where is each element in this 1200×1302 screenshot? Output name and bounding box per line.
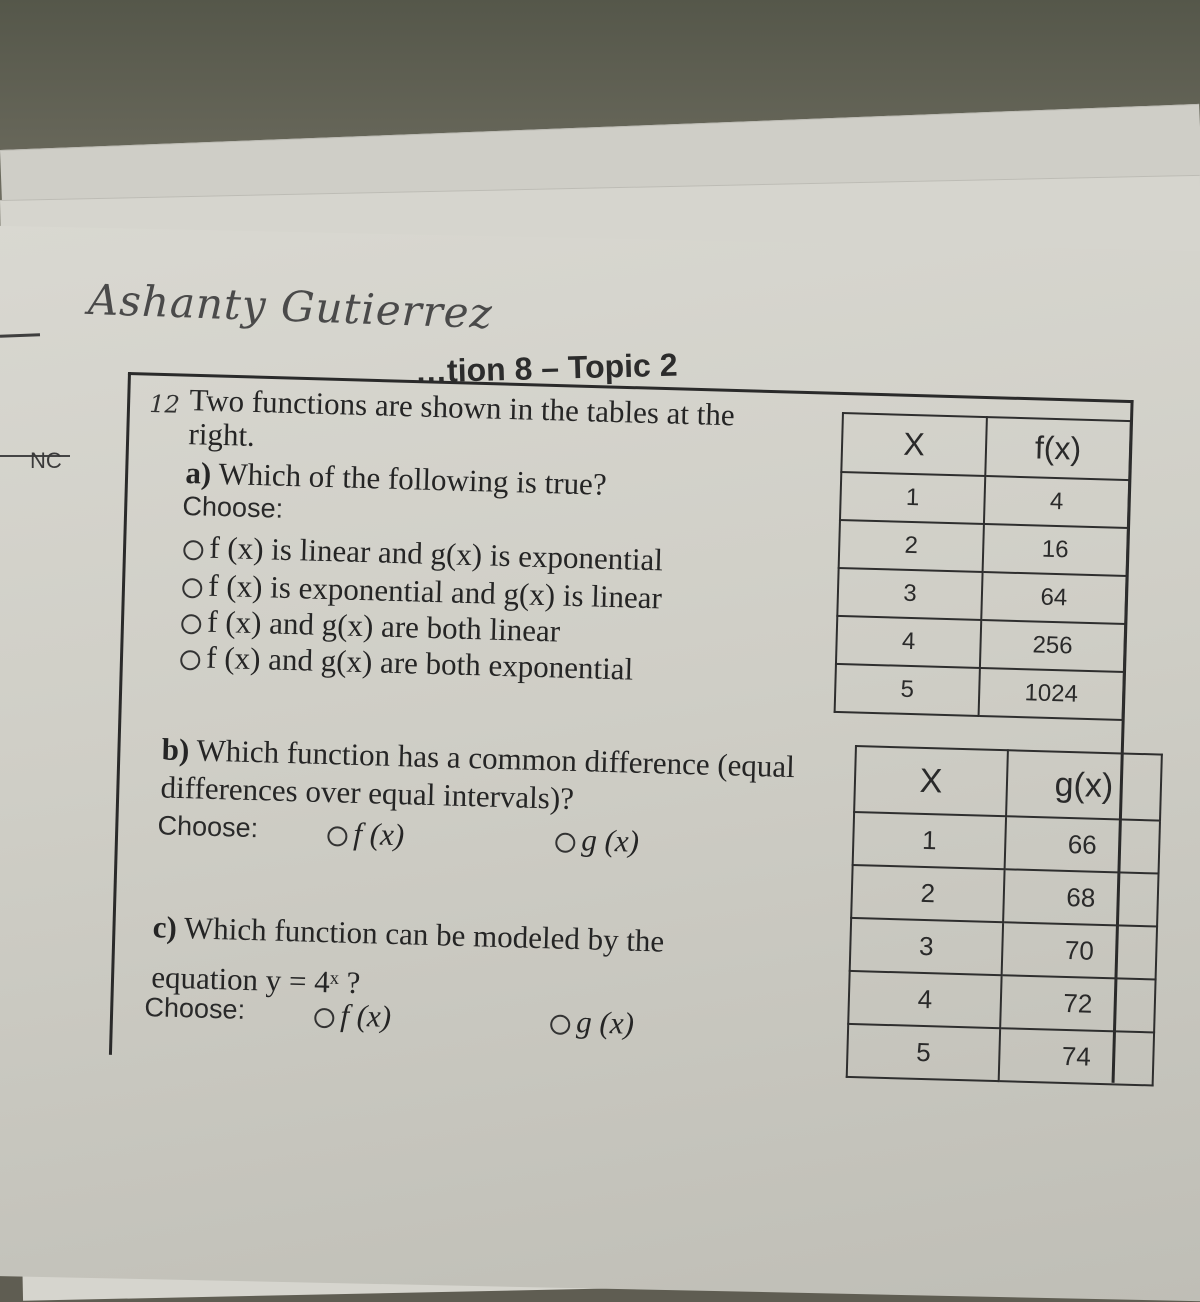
radio-circle-icon[interactable] xyxy=(181,614,202,635)
table-cell: 1 xyxy=(853,812,1006,869)
table-header: X xyxy=(854,746,1008,816)
table-row xyxy=(847,1024,1154,1086)
table-cell: 70 xyxy=(1002,922,1157,979)
section-title: …tion 8 – Topic 2 xyxy=(414,346,678,390)
table-row xyxy=(850,918,1157,980)
part-c-option-f[interactable] xyxy=(314,997,392,1035)
table-cell: 5 xyxy=(847,1024,1000,1081)
option-text: f (x) xyxy=(339,997,392,1034)
part-c-prompt xyxy=(151,902,814,1020)
table-cell: 74 xyxy=(999,1028,1154,1085)
radio-circle-icon[interactable] xyxy=(314,1008,335,1029)
f-table xyxy=(834,412,1132,721)
table-cell: 4 xyxy=(848,971,1001,1028)
part-b-option-g[interactable] xyxy=(555,822,640,860)
option-text: f (x) is exponential and g(x) is linear xyxy=(207,567,663,616)
table-cell: 16 xyxy=(983,524,1128,576)
radio-circle-icon[interactable] xyxy=(555,832,576,853)
part-b-choose: Choose: xyxy=(157,810,259,844)
table-cell: 68 xyxy=(1003,869,1158,926)
radio-circle-icon[interactable] xyxy=(182,578,203,599)
option-text: g (x) xyxy=(575,1004,635,1041)
option-text: f (x) xyxy=(352,815,405,853)
table-cell: 64 xyxy=(981,572,1126,624)
part-a-choose: Choose: xyxy=(182,490,284,524)
table-row xyxy=(853,812,1160,874)
part-b-text: Which function has a common difference (equal differences over equal intervals)? xyxy=(160,732,796,816)
option-text: f (x) is linear and g(x) is exponential xyxy=(208,529,664,578)
student-name-handwriting: Ashanty Gutierrez xyxy=(87,274,494,339)
table-cell: 4 xyxy=(836,616,981,668)
table-header: g(x) xyxy=(1006,750,1162,820)
radio-circle-icon[interactable] xyxy=(180,650,201,671)
table-cell: 5 xyxy=(835,664,980,716)
table-cell: 3 xyxy=(837,568,982,620)
table-header: f(x) xyxy=(985,417,1131,480)
table-cell: 4 xyxy=(984,476,1129,528)
part-c-text-1: Which function can be modeled by the xyxy=(183,910,665,959)
part-c-option-g[interactable] xyxy=(550,1003,635,1041)
table-row xyxy=(836,616,1125,672)
option-text: f (x) and g(x) are both exponential xyxy=(205,639,634,687)
table-cell: 3 xyxy=(850,918,1003,975)
table-row xyxy=(839,520,1128,576)
radio-circle-icon[interactable] xyxy=(550,1014,571,1035)
part-c-text-2: equation y = 4ˣ ? xyxy=(150,959,361,1001)
table-row xyxy=(840,472,1129,528)
table-row xyxy=(835,664,1124,720)
option-text: g (x) xyxy=(580,822,640,859)
table-cell: 66 xyxy=(1005,816,1160,873)
table-cell: 2 xyxy=(851,865,1004,922)
part-c-label: c) xyxy=(152,909,178,945)
table-cell: 1024 xyxy=(979,668,1124,720)
part-c-choose: Choose: xyxy=(144,992,246,1025)
table-row xyxy=(851,865,1158,927)
question-number: 12 xyxy=(148,389,181,419)
question-intro: Two functions are shown in the tables at the right. xyxy=(188,382,736,453)
table-header: X xyxy=(841,413,987,476)
table-cell: 72 xyxy=(1000,975,1155,1032)
radio-circle-icon[interactable] xyxy=(183,540,204,561)
table-cell: 1 xyxy=(840,472,985,524)
part-b-option-f[interactable] xyxy=(327,815,405,853)
margin-no-label: NC xyxy=(30,448,62,473)
table-row xyxy=(848,971,1155,1033)
part-b-label: b) xyxy=(161,731,190,768)
table-cell: 2 xyxy=(839,520,984,572)
option-text: f (x) and g(x) are both linear xyxy=(206,603,561,649)
table-row xyxy=(837,568,1126,624)
g-table xyxy=(846,745,1163,1086)
part-a-text: Which of the following is true? xyxy=(218,455,608,502)
table-header-row xyxy=(841,413,1131,480)
part-a-label: a) xyxy=(184,455,212,491)
radio-circle-icon[interactable] xyxy=(327,826,348,847)
table-cell: 256 xyxy=(980,620,1125,672)
table-header-row xyxy=(854,746,1162,821)
